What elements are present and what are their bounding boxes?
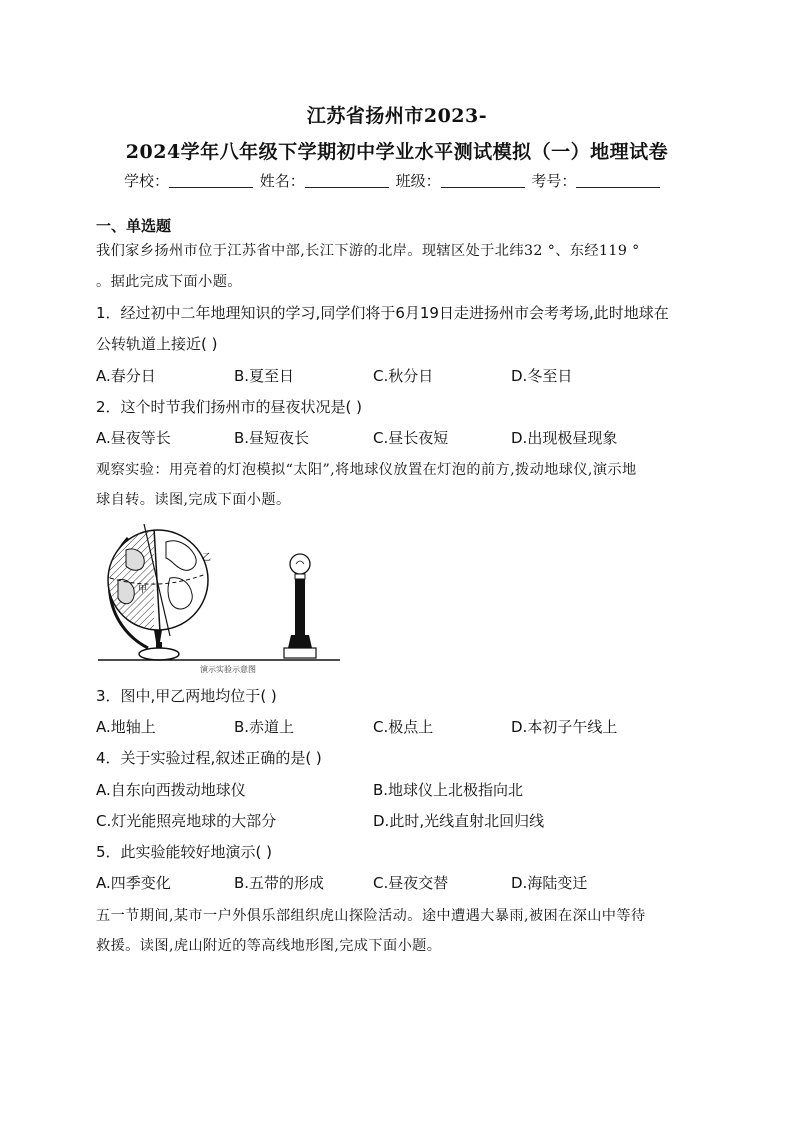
figure-caption: 演示实验示意图: [200, 665, 256, 674]
light-bulb-icon: [290, 554, 310, 574]
q3-option-a[interactable]: A.地轴上: [96, 718, 156, 736]
label-yi: 乙: [202, 553, 212, 563]
q2-option-d[interactable]: D.出现极昼现象: [511, 429, 618, 447]
q1-option-d[interactable]: D.冬至日: [511, 367, 573, 385]
q3-option-c[interactable]: C.极点上: [373, 718, 434, 736]
q5-option-c[interactable]: C.昼夜交替: [373, 874, 449, 892]
globe-lamp-figure: [96, 520, 342, 678]
q2-option-a[interactable]: A.昼夜等长: [96, 429, 171, 447]
intro2-line1: 观察实验：用亮着的灯泡模拟“太阳”,将地球仪放置在灯泡的前方,拨动地球仪,演示地: [96, 462, 637, 478]
intro1-line1: 我们家乡扬州市位于江苏省中部,长江下游的北岸。现辖区处于北纬32 °、东经119 °: [96, 243, 640, 259]
q4-option-a[interactable]: A.自东向西拨动地球仪: [96, 781, 246, 799]
q1-stem-line2: 公转轨道上接近( ): [96, 335, 218, 353]
q5-option-d[interactable]: D.海陆变迁: [511, 874, 588, 892]
name-blank[interactable]: [305, 173, 389, 188]
q1-stem-line1: 1．经过初中二年地理知识的学习,同学们将于6月19日走进扬州市会考考场,此时地球在: [96, 304, 669, 322]
school-blank[interactable]: [169, 173, 253, 188]
q4-stem: 4．关于实验过程,叙述正确的是( ): [96, 749, 322, 767]
q1-option-c[interactable]: C.秋分日: [373, 367, 434, 385]
intro1-line2: 。据此完成下面小题。: [96, 274, 242, 290]
q1-option-a[interactable]: A.春分日: [96, 367, 156, 385]
lamp-base-icon: [284, 648, 316, 658]
q5-option-b[interactable]: B.五带的形成: [234, 874, 325, 892]
q5-option-a[interactable]: A.四季变化: [96, 874, 171, 892]
name-field[interactable]: 姓名：: [260, 170, 391, 191]
night-side-icon: [106, 528, 154, 632]
class-blank[interactable]: [441, 173, 525, 188]
intro2-line2: 球自转。读图,完成下面小题。: [96, 492, 291, 508]
q2-stem: 2．这个时节我们扬州市的昼夜状况是( ): [96, 398, 363, 416]
q3-option-b[interactable]: B.赤道上: [234, 718, 295, 736]
student-info-row: [124, 170, 662, 191]
q1-option-b[interactable]: B.夏至日: [234, 367, 295, 385]
q5-stem: 5．此实验能较好地演示( ): [96, 843, 273, 861]
q4-option-d[interactable]: D.此时,光线直射北回归线: [373, 812, 545, 830]
q3-option-d[interactable]: D.本初子午线上: [511, 718, 618, 736]
exam-number-field[interactable]: 考号：: [531, 170, 662, 191]
q4-option-b[interactable]: B.地球仪上北极指向北: [373, 781, 524, 799]
lamp-pole-icon: [295, 579, 305, 635]
intro3-line1: 五一节期间,某市一户外俱乐部组织虎山探险活动。途中遭遇大暴雨,被困在深山中等待: [96, 908, 646, 924]
school-field[interactable]: 学校：: [124, 170, 255, 191]
globe-base-icon: [139, 648, 179, 660]
class-field[interactable]: 班级：: [396, 170, 527, 191]
label-jia: 甲: [138, 585, 148, 595]
intro3-line2: 救援。读图,虎山附近的等高线地形图,完成下面小题。: [96, 938, 442, 954]
section-title: 一、单选题: [96, 217, 172, 235]
q2-option-b[interactable]: B.昼短夜长: [234, 429, 310, 447]
q4-option-c[interactable]: C.灯光能照亮地球的大部分: [96, 812, 277, 830]
exam-number-blank[interactable]: [576, 173, 660, 188]
q3-stem: 3．图中,甲乙两地均位于( ): [96, 687, 277, 705]
title-line-1: 江苏省扬州市2023-: [306, 105, 488, 127]
q2-option-c[interactable]: C.昼长夜短: [373, 429, 449, 447]
title-line-2: 2024学年八年级下学期初中学业水平测试模拟（一）地理试卷: [125, 141, 669, 163]
